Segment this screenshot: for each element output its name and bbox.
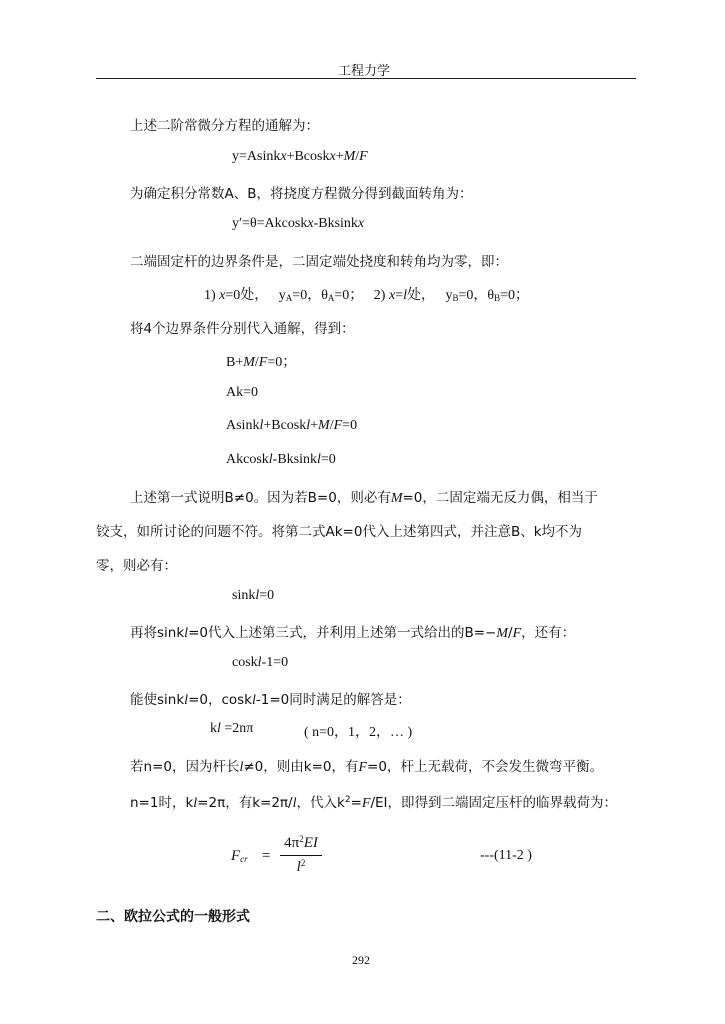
text: /: [508, 625, 513, 641]
sub-A: A: [327, 293, 335, 303]
text-line: [130, 621, 575, 642]
text: =0，二固定端无反力偶，相当于: [402, 490, 598, 506]
var-l: l: [317, 452, 321, 467]
eq-text: =2nπ: [220, 721, 254, 736]
eq-text: /: [254, 355, 259, 370]
eq-text: -1=0: [261, 655, 289, 670]
fcr-equals: =: [262, 848, 271, 864]
eq-text: +Bcosk: [263, 418, 307, 433]
eq-text: y=Asink: [232, 149, 281, 164]
eq-text: k: [210, 721, 217, 736]
equation-sinkl: [232, 588, 274, 604]
eq-text: Akcosk: [226, 452, 269, 467]
text-line: 二端固定杆的边界条件是，二固定端处挠度和转角均为零，即：: [130, 254, 508, 270]
page-number: 292: [352, 953, 370, 967]
var-F: F: [258, 355, 268, 370]
exp: 2: [344, 795, 351, 805]
sub-cr: cr: [240, 854, 248, 864]
eq-text: +: [310, 418, 319, 433]
text: -1=0同时满足的解答是：: [255, 692, 411, 708]
eq-text: =0: [259, 588, 275, 603]
text: ≠0，则由k=0，有: [243, 759, 359, 775]
equation-general-solution: [232, 149, 368, 165]
eq-text: /: [329, 418, 334, 433]
sub-B: B: [494, 293, 501, 303]
equation-system-3: [226, 418, 357, 434]
eq-text: /: [355, 149, 360, 164]
equation-rotation: [232, 216, 364, 232]
num-coef: 4π: [284, 835, 300, 851]
eq-text: =0处， y: [225, 288, 286, 303]
text-line: 将4个边界条件分别代入通解，得到：: [130, 321, 355, 337]
var-l: l: [259, 418, 264, 433]
var-M: M: [390, 491, 403, 506]
var-l: l: [184, 693, 189, 708]
equation-solution-range: ( n=0，1，2，… ): [304, 725, 413, 740]
var-M: M: [343, 149, 356, 164]
equation-solution: [210, 721, 253, 737]
text: =0代入上述第三式，并利用上述第一式给出的B=−: [188, 625, 497, 641]
eq-text: =0: [342, 418, 358, 433]
text: 上述第一式说明B≠0。因为若B=0，则必有: [130, 490, 391, 506]
equation-system-1: [226, 351, 296, 371]
fcr-denominator: [278, 858, 324, 876]
text: ，还有：: [521, 625, 576, 641]
var-x: x: [219, 288, 226, 303]
eq-text: +: [335, 149, 344, 164]
text-line: 为确定积分常数A、B，将挠度方程微分得到截面转角为：: [130, 186, 473, 202]
text: =: [350, 795, 362, 811]
var-x: x: [280, 149, 287, 164]
num-EI: EI: [303, 835, 318, 851]
running-header: 工程力学: [338, 64, 391, 79]
text: 再将sink: [130, 625, 185, 641]
eq-text: B+: [226, 355, 244, 370]
paragraph-line: 铰支，如所讨论的问题不符。将第二式Ak=0代入上述第四式，并注意B、k均不为: [96, 524, 583, 540]
eq-text: 处， y: [406, 288, 453, 303]
equation-coskl: [232, 655, 288, 671]
text-line: [130, 755, 603, 776]
text: =0，cosk: [188, 692, 252, 708]
text: 能使sink: [130, 692, 185, 708]
text: ，代入k: [296, 795, 345, 811]
var-l: l: [184, 626, 189, 641]
var-l: l: [257, 655, 262, 670]
var-F: F: [231, 848, 241, 864]
sub-B: B: [452, 293, 459, 303]
eq-text: sink: [232, 588, 256, 603]
fraction-bar: [280, 855, 322, 856]
var-x: x: [307, 216, 314, 231]
var-x: x: [329, 149, 336, 164]
fcr-lhs: [231, 848, 248, 865]
text: /EI，即得到二端固定压杆的临界载荷为：: [370, 795, 617, 811]
paragraph-line: [130, 486, 598, 507]
var-l: l: [292, 796, 297, 811]
text-line: 上述二阶常微分方程的通解为：: [130, 118, 319, 134]
text: =0，杆上无载荷，不会发生微弯平衡。: [367, 759, 603, 775]
var-M: M: [318, 418, 330, 433]
eq-text: +Bcosk: [286, 149, 330, 164]
var-l: l: [306, 418, 311, 433]
var-F: F: [359, 149, 368, 164]
text-line: [130, 791, 617, 812]
fcr-numerator: [278, 834, 324, 852]
eq-text: =0； 2): [334, 288, 389, 303]
var-F: F: [333, 418, 343, 433]
var-l: l: [255, 588, 260, 603]
var-l: l: [217, 721, 221, 736]
header-rule: [96, 78, 636, 79]
text: =2π，有k=2π/: [197, 795, 293, 811]
var-l: l: [193, 796, 198, 811]
eq-text: =0；: [267, 355, 297, 370]
eq-text: =0: [320, 452, 336, 467]
text: n=1时，k: [130, 795, 194, 811]
equation-system-4: [226, 452, 336, 468]
eq-text: cosk: [232, 655, 258, 670]
text-line: [130, 688, 411, 709]
eq-text: Asink: [226, 418, 260, 433]
eq-text: -Bksink: [272, 452, 318, 467]
equation-system-2: Ak=0: [226, 385, 259, 400]
eq-text: 1): [204, 288, 220, 303]
var-M: M: [243, 355, 255, 370]
eq-text: =0，θ: [458, 288, 495, 303]
eq-text: y′=θ=Akcosk: [232, 216, 308, 231]
equation-tag: ---(11-2 ): [480, 848, 532, 863]
den-l: l: [296, 859, 301, 875]
eq-text: =0；: [500, 288, 530, 303]
var-F: F: [361, 796, 371, 811]
var-x: x: [388, 288, 396, 303]
sub-A: A: [285, 293, 293, 303]
section-heading: 二、欧拉公式的一般形式: [96, 909, 250, 925]
eq-text: =: [395, 288, 404, 303]
den-exp: 2: [300, 858, 306, 868]
var-l: l: [403, 288, 407, 303]
equation-boundary-conditions: [204, 284, 529, 304]
num-exp: 2: [299, 834, 304, 844]
var-l: l: [252, 693, 256, 708]
var-M: M: [496, 626, 509, 641]
var-F: F: [358, 760, 368, 775]
text: 若n=0，因为杆长: [130, 759, 240, 775]
var-x: x: [357, 216, 365, 231]
var-l: l: [239, 760, 244, 775]
eq-text: =0，θ: [292, 288, 328, 303]
var-l: l: [268, 452, 273, 467]
var-F: F: [512, 626, 522, 641]
paragraph-line: 零，则必有：: [96, 558, 177, 574]
eq-text: -Bksink: [313, 216, 358, 231]
